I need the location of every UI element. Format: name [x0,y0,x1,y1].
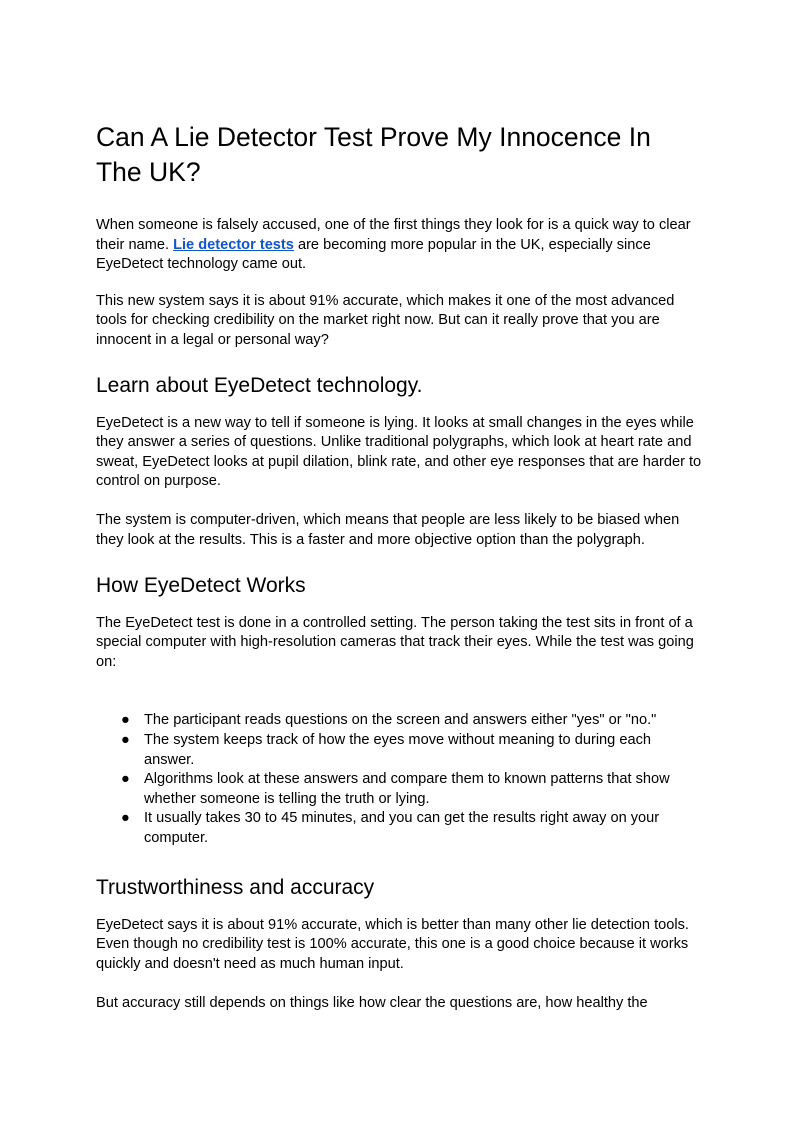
intro-text-before-link: When someone is falsely accused, one of the first things they look for is a quick way to clear their name. [96,217,691,253]
list-item [96,711,702,731]
trust-paragraph-1: EyeDetect says it is about 91% accurate, which is better than many other lie detection tools. Even though no credibility test is 100% accurate, this one is a good choice because it works quickly and doesn't need as much human input. [96,916,689,972]
list-item-text: The system keeps track of how the eyes move without meaning to during each answer. [144,732,651,768]
lie-detector-tests-link[interactable]: Lie detector tests [173,236,294,253]
bullet-icon: ● [121,810,130,827]
document-title: Can A Lie Detector Test Prove My Innocence In The UK? [96,122,651,187]
bullet-icon: ● [121,732,130,748]
learn-paragraph-2: The system is computer-driven, which means that people are less likely to be biased when they look at the results. This is a faster and more objective option than the polygraph. [96,512,680,549]
list-item [96,809,702,848]
intro-text-after-link: are becoming more popular in the UK, especially since EyeDetect technology came out. [96,236,651,273]
intro-paragraph-2: This new system says it is about 91% accurate, which makes it one of the most advanced tools for checking credibility on the market right now. But can it really prove that you are innocent in a legal or personal way? [96,292,675,348]
list-item [96,770,702,809]
document-page [96,120,702,1013]
how-bullet-list [96,711,702,848]
trust-paragraph-2: But accuracy still depends on things like how clear the questions are, how healthy the [96,994,648,1011]
list-item-text: The participant reads questions on the screen and answers either "yes" or "no." [144,712,657,729]
heading-trustworthiness-accuracy: Trustworthiness and accuracy [96,875,375,899]
intro-paragraph-1 [96,216,702,275]
bullet-icon: ● [121,771,130,788]
list-item-text: It usually takes 30 to 45 minutes, and you can get the results right away on your computer. [144,810,660,846]
how-paragraph-1: The EyeDetect test is done in a controlled setting. The person taking the test sits in front of a special computer with high-resolution cameras that track their eyes. While the test was going on: [96,614,694,670]
heading-learn-eyedetect: Learn about EyeDetect technology. [96,373,423,397]
learn-paragraph-1: EyeDetect is a new way to tell if someone is lying. It looks at small changes in the eyes while they answer a series of questions. Unlike traditional polygraphs, which look at heart rate and sweat, EyeDetect looks at pupil dilation, blink rate, and other eye responses that are harder to control on purpose. [96,414,702,490]
heading-how-eyedetect-works: How EyeDetect Works [96,573,306,597]
list-item-text: Algorithms look at these answers and compare them to known patterns that show whether someone is telling the truth or lying. [144,771,670,807]
bullet-icon: ● [121,712,130,729]
list-item [96,731,702,770]
